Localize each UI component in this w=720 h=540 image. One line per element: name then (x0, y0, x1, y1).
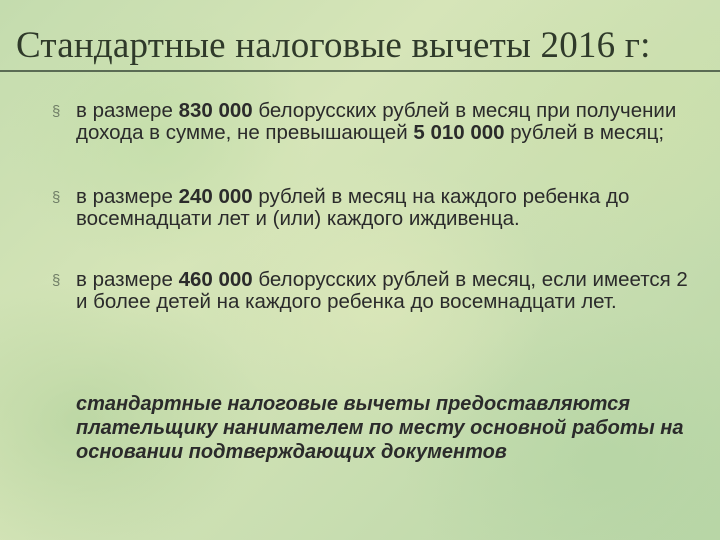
summary-note: стандартные налоговые вычеты предоставляются плательщику нанимателем по месту основной работы на основании подтверждающих документов (76, 393, 684, 463)
bullet-text: белорусских рублей в месяц при получении дохода в сумме, не превышающей (76, 99, 677, 144)
bullet-text: в размере (76, 99, 179, 122)
bullet-text: в размере (76, 185, 179, 208)
bullet-text: белорусских рублей в месяц, если имеется 2 и более детей на каждого ребенка до восемнадцати лет. (76, 268, 688, 313)
title-underline (0, 70, 720, 72)
bullet-text: рублей в месяц; (504, 121, 665, 144)
deduction-amount: 830 000 (178, 99, 253, 122)
bullet-marker-icon: § (52, 189, 61, 206)
bullet-item-2 (52, 186, 702, 230)
bullet-text: в размере (76, 268, 179, 291)
income-limit-amount: 5 010 000 (413, 121, 505, 144)
bullet-list (52, 96, 702, 313)
bullet-item-1 (52, 100, 702, 144)
bullet-text: рублей в месяц на каждого ребенка до восемнадцати лет и (или) каждого иждивенца. (76, 185, 630, 230)
slide-title: Стандартные налоговые вычеты 2016 г: (16, 25, 651, 66)
bullet-marker-icon: § (52, 103, 61, 120)
bullet-item-3 (52, 269, 702, 313)
deduction-amount: 460 000 (178, 268, 253, 291)
bullet-marker-icon: § (52, 272, 61, 289)
deduction-amount: 240 000 (178, 185, 253, 208)
